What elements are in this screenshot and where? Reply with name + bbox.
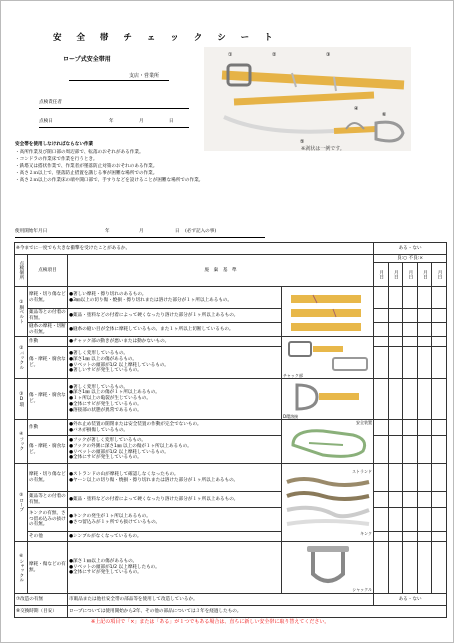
inspection-date-label: 点検日 (39, 119, 53, 124)
date-day-unit: 日 (169, 119, 174, 124)
impact-question-row (15, 243, 447, 255)
result-cell[interactable] (403, 420, 418, 436)
impact-answer[interactable]: ある・ない (374, 243, 447, 255)
result-cell[interactable] (403, 379, 418, 420)
result-cell[interactable] (374, 323, 389, 337)
part-belt: ①胴ベルト (15, 287, 28, 337)
result-cell[interactable] (432, 492, 447, 508)
result-cell[interactable] (432, 323, 447, 337)
result-cell[interactable] (403, 323, 418, 337)
required-work-item: ・コンドラの作業床で作業を行うとき。 (15, 157, 98, 162)
result-cell[interactable] (388, 532, 403, 542)
result-cell[interactable] (403, 436, 418, 464)
use-start-year-unit: 年 (105, 229, 110, 234)
required-work-heading: 安全帯を使用しなければならない作業 (15, 142, 94, 147)
result-cell[interactable] (374, 420, 389, 436)
item-cell: 傷・摩耗・腐食など。 (28, 436, 68, 464)
criteria-cell: ●縫糸の縫い目が全体に摩耗しているもの。また１ヶ所以上切断しているもの。 (68, 323, 282, 337)
result-cell[interactable] (403, 492, 418, 508)
result-cell[interactable] (403, 532, 418, 542)
result-cell[interactable] (388, 542, 403, 594)
result-cell[interactable] (374, 464, 389, 492)
result-cell[interactable] (432, 508, 447, 532)
use-start-suffix: (必ず記入の事) (185, 229, 217, 234)
modification-row (15, 594, 447, 606)
result-cell[interactable] (388, 508, 403, 532)
result-cell[interactable] (388, 436, 403, 464)
table-row (15, 492, 447, 508)
result-cell[interactable] (388, 420, 403, 436)
result-cell[interactable] (388, 347, 403, 379)
shackle-label: シャックル (352, 586, 373, 592)
result-cell[interactable] (417, 287, 432, 309)
footer-warning: ※上記の項目で「×」または「ある」が１つでもある場合は、直ちに新しい安全帯に取り替えてください。 (91, 619, 330, 625)
header-part: 点検個所 (15, 255, 28, 287)
modification-text: 市販品または他社安全帯の部品等を使用して改造しているか。 (68, 594, 374, 606)
table-row (15, 436, 447, 464)
buckle-label: チャック部 (283, 372, 303, 378)
result-cell[interactable] (374, 508, 389, 532)
branch-line (69, 80, 169, 81)
item-cell: キンクの有無、さつ留め込みの抜けの有無。 (28, 508, 68, 532)
item-cell: 傷・摩耗・腐食など。 (28, 379, 68, 420)
page-title: 安 全 帯 チ ェ ッ ク シ ー ト (53, 33, 279, 43)
criteria-cell: ●薬品・塗料などの付着によって硬くなったり溶けた部分が１ヶ所以上あるもの。 (68, 492, 282, 508)
result-cell[interactable] (388, 287, 403, 309)
criteria-cell: ●外れ止め装置の開閉または安全装置の作動が完全でないもの。 ●バネが損傷しているもの。 (68, 420, 282, 436)
result-cell[interactable] (432, 337, 447, 347)
criteria-cell: ●シンブルがなくなっているもの。 (68, 532, 282, 542)
use-start-label: 使用開始年月日 (15, 229, 48, 234)
table-row (15, 337, 447, 347)
part-hook: ④フック (15, 420, 28, 464)
result-cell[interactable] (403, 309, 418, 323)
result-cell[interactable] (374, 337, 389, 347)
belt-image (282, 287, 374, 337)
item-cell: 薬品等との付着の有無。 (28, 492, 68, 508)
table-row (15, 347, 447, 379)
buckle-image (282, 337, 374, 379)
inspector-label: 点検責任者 (39, 100, 62, 105)
result-cell[interactable] (388, 379, 403, 420)
result-cell[interactable] (417, 532, 432, 542)
table-row (15, 323, 447, 337)
table-row (15, 464, 447, 492)
result-cell[interactable] (432, 347, 447, 379)
modification-answer[interactable]: ある・ない (374, 594, 447, 606)
header-date-col[interactable]: 月日 (403, 263, 418, 287)
result-cell[interactable] (374, 492, 389, 508)
modification-label: ⑦改造の有無 (15, 594, 68, 606)
table-row (15, 542, 447, 594)
result-cell[interactable] (374, 542, 389, 594)
criteria-cell: ●キンクの発生が１ヶ所以上あるもの。 ●さつ留込みが１ヶ所でも抜けているもの。 (68, 508, 282, 532)
result-cell[interactable] (403, 287, 418, 309)
part-dring: ③D環 (15, 379, 28, 420)
part-buckle: ②バックル (15, 337, 28, 379)
required-work-item: ・高所作業及び開口部の周辺部で、転落のおそれがある作業。 (15, 150, 144, 155)
result-cell[interactable] (403, 508, 418, 532)
dring-image (282, 379, 374, 420)
result-cell[interactable] (417, 492, 432, 508)
result-cell[interactable] (432, 542, 447, 594)
criteria-cell: ●フックが著しく変形しているもの。 ●フックの外側に深さ1㎜ 以上の傷が１ヶ所以上あるもの。 ●リベットの頭部が1/2 以上摩耗しているもの。 ●全体にサビが発生しているもの。 (68, 436, 282, 464)
result-cell[interactable] (432, 420, 447, 436)
rope-image (282, 464, 374, 542)
callout-6: ⑥ (382, 112, 387, 118)
hook-label: 安全装置 (356, 419, 373, 425)
result-cell[interactable] (417, 420, 432, 436)
strand-label: ストランド (352, 468, 373, 474)
callout-5: ⑤ (300, 139, 305, 145)
required-work-item: ・高さ２ｍ以上の作業床の端や開口部で、手すりなどを設けることが困難な場所での作業。 (15, 178, 204, 183)
result-cell[interactable] (374, 436, 389, 464)
result-cell[interactable] (432, 464, 447, 492)
result-cell[interactable] (417, 542, 432, 594)
result-cell[interactable] (417, 464, 432, 492)
item-cell: 傷・摩耗・腐食など。 (28, 347, 68, 379)
result-cell[interactable] (388, 492, 403, 508)
result-cell[interactable] (403, 542, 418, 594)
page-subtitle: ロープ式安全帯用 (63, 56, 111, 63)
harness-photo (204, 47, 411, 151)
callout-4: ④ (354, 106, 359, 112)
table-row (15, 287, 447, 309)
result-cell[interactable] (388, 464, 403, 492)
photo-note: ※剥状は一例です。 (301, 146, 345, 152)
harness-illustration (204, 47, 411, 151)
result-cell[interactable] (417, 436, 432, 464)
header-date-col[interactable]: 月日 (388, 263, 403, 287)
item-cell: 縫糸の摩耗・切断の有無。 (29, 323, 66, 335)
item-cell: 作動 (28, 420, 68, 436)
result-cell[interactable] (432, 287, 447, 309)
inspection-table (14, 242, 447, 618)
table-row (15, 532, 447, 542)
required-work-item: ・高さ２ｍ以上で、墜落防止措置を講じる事が困難な場所での作業。 (15, 171, 158, 176)
header-row-1 (15, 255, 447, 263)
header-date-col[interactable]: 月日 (417, 263, 432, 287)
result-cell[interactable] (388, 337, 403, 347)
item-cell: 摩耗・切り傷などの有無。 (28, 287, 68, 309)
result-cell[interactable] (417, 379, 432, 420)
callout-1: ① (228, 52, 233, 58)
result-cell[interactable] (417, 337, 432, 347)
criteria-cell: ●ストランドの山が摩耗して確認しなくなったもの。 ●ヤーン以上の切り傷・焼損・擦り切れまたは溶けた部分が１ヶ所以上あるもの。 (68, 464, 282, 492)
impact-question: ※今までに一度でも大きな衝撃を受けたことがあるか。 (15, 243, 374, 255)
kink-label: キンク (360, 530, 373, 536)
criteria-cell: ●著しく変形しているもの。 ●深さ1㎜ 以上の傷があるもの。 ●リベットの頭部が1/2 以上摩耗しているもの。 ●著しいサビが発生しているもの。 (68, 347, 282, 379)
result-cell[interactable] (432, 379, 447, 420)
result-cell[interactable] (417, 508, 432, 532)
shackle-image (282, 542, 374, 594)
replacement-label: ⑧交換時期（目安） (15, 606, 68, 618)
item-cell: 薬品等との付着の有無。 (29, 309, 66, 321)
part-rope: ⑤ロープ (15, 464, 28, 542)
dring-label: D環溶接 (283, 414, 299, 419)
replacement-text: ロープについては使用開始から2年、その他の部品については３年を経過したもの。 (68, 606, 447, 618)
header-criteria: 廃 棄 基 準 (68, 255, 374, 287)
item-cell: 作動 (28, 337, 68, 347)
result-cell[interactable] (388, 309, 403, 323)
criteria-cell: ●チャック部の動きが悪いまたは動かないもの。 (68, 337, 282, 347)
use-start-line[interactable] (15, 237, 265, 238)
criteria-cell: ●著しく変形しているもの。 ●深さ1㎜ 以上の傷が１ヶ所以上あるもの。 ●１ヶ所以上の亀裂が生じているもの。 ●全体にサビが発生しているもの。 ●溶接部の状態が異常であるもの。 (68, 379, 282, 420)
callout-2: ② (272, 52, 277, 58)
result-cell[interactable] (374, 309, 389, 323)
result-cell[interactable] (417, 309, 432, 323)
table-row (15, 379, 447, 420)
inspection-date-line[interactable] (39, 127, 189, 128)
criteria-cell: ●深さ１㎜以上の傷があるもの。 ●リベットの頭部が1/2 以上摩耗したもの。 ●全体にサビが発生しているもの。 (68, 542, 282, 594)
result-cell[interactable] (388, 323, 403, 337)
result-cell[interactable] (374, 379, 389, 420)
header-date-col[interactable]: 月日 (432, 263, 447, 287)
replacement-row (15, 606, 447, 618)
result-cell[interactable] (403, 337, 418, 347)
hook-image (282, 420, 374, 464)
use-start-month-unit: 月 (139, 229, 144, 234)
table-row (15, 420, 447, 436)
result-cell[interactable] (374, 532, 389, 542)
table-row (15, 508, 447, 532)
result-cell[interactable] (374, 347, 389, 379)
required-work-item: ・鉄塔又は搭状作業で、作業者が墜落防止対策のおそれのある作業。 (15, 164, 158, 169)
result-cell[interactable] (432, 309, 447, 323)
result-cell[interactable] (432, 532, 447, 542)
result-cell[interactable] (403, 347, 418, 379)
result-cell[interactable] (374, 287, 389, 309)
result-cell[interactable] (432, 436, 447, 464)
header-legend: 良:○ 不良:× (374, 255, 447, 263)
part-shackle: ⑥シャックル (15, 542, 28, 594)
callout-3: ③ (326, 52, 331, 58)
date-year-unit: 年 (109, 119, 114, 124)
criteria-cell: ●著しい摩耗・擦り切れのあるもの。 ●3㎜以上の切り傷・焼損・擦り切れまたは溶けた部分が１ヶ所以上あるもの。 (68, 287, 282, 309)
result-cell[interactable] (403, 464, 418, 492)
result-cell[interactable] (417, 347, 432, 379)
criteria-cell: ●薬品・塗料などの付着によって硬くなったり溶けた部分が１ヶ所以上あるもの。 (68, 309, 282, 323)
inspector-line[interactable] (39, 108, 189, 109)
item-cell: 摩耗・傷などの有無。 (28, 542, 68, 594)
table-row (15, 309, 447, 323)
header-date-col[interactable]: 月日 (374, 263, 389, 287)
header-item: 点検項目 (28, 255, 68, 287)
use-start-day-unit: 日 (175, 229, 180, 234)
item-cell: 摩耗・切り傷などの有無。 (28, 464, 68, 492)
date-month-unit: 月 (139, 119, 144, 124)
branch-label: 支店・営業所 (129, 73, 160, 79)
result-cell[interactable] (417, 323, 432, 337)
item-cell: その他 (28, 532, 68, 542)
